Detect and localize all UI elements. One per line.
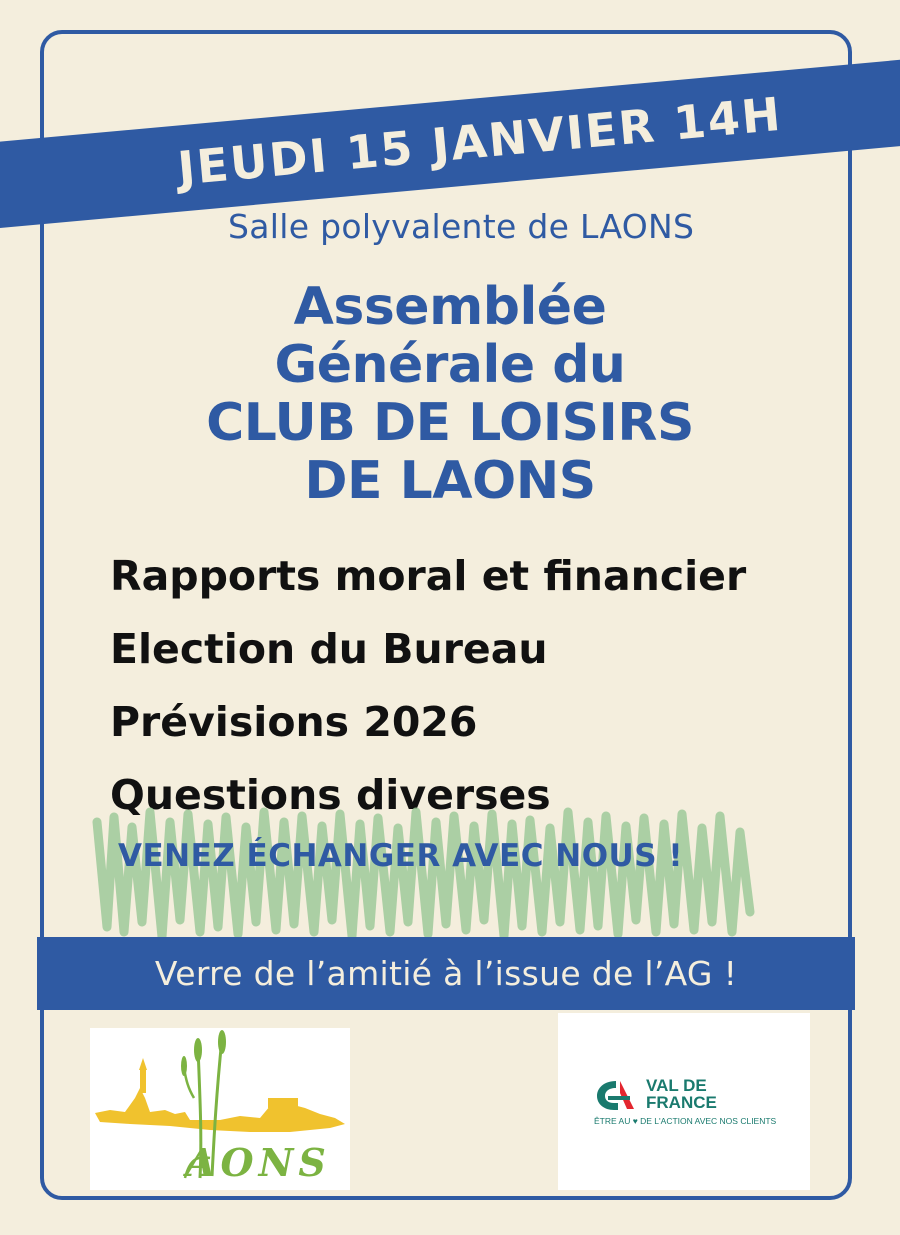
agenda-item: Rapports moral et financier xyxy=(110,552,747,600)
agenda-list xyxy=(110,540,746,832)
call-to-action: VENEZ ÉCHANGER AVEC NOUS ! xyxy=(118,838,683,874)
bottom-banner xyxy=(37,937,855,1010)
title-line: Générale du xyxy=(274,335,626,395)
date-text: JEUDI 15 JANVIER 14H xyxy=(175,86,785,196)
venue-text: Salle polyvalente de LAONS xyxy=(228,207,695,246)
agenda-item: Prévisions 2026 xyxy=(110,698,478,746)
laons-logo-text: AONS xyxy=(186,1140,331,1185)
bank-tagline: ÊTRE AU ♥ DE L'ACTION AVEC NOS CLIENTS xyxy=(594,1116,777,1126)
bank-name-line: FRANCE xyxy=(646,1093,717,1112)
agenda-item: Election du Bureau xyxy=(110,625,548,673)
bank-name xyxy=(646,1077,717,1111)
title-line: Assemblée xyxy=(293,277,607,337)
bottom-banner-text: Verre de l’amitié à l’issue de l’AG ! xyxy=(154,954,738,993)
event-title xyxy=(150,278,750,510)
title-line: DE LAONS xyxy=(304,451,596,511)
credit-agricole-icon xyxy=(594,1077,638,1113)
bank-name-line: VAL DE xyxy=(646,1076,707,1095)
agenda-item: Questions diverses xyxy=(110,771,551,819)
bank-logo xyxy=(558,1013,810,1190)
laons-logo xyxy=(90,1028,350,1190)
title-line: CLUB DE LOISIRS xyxy=(206,393,694,453)
